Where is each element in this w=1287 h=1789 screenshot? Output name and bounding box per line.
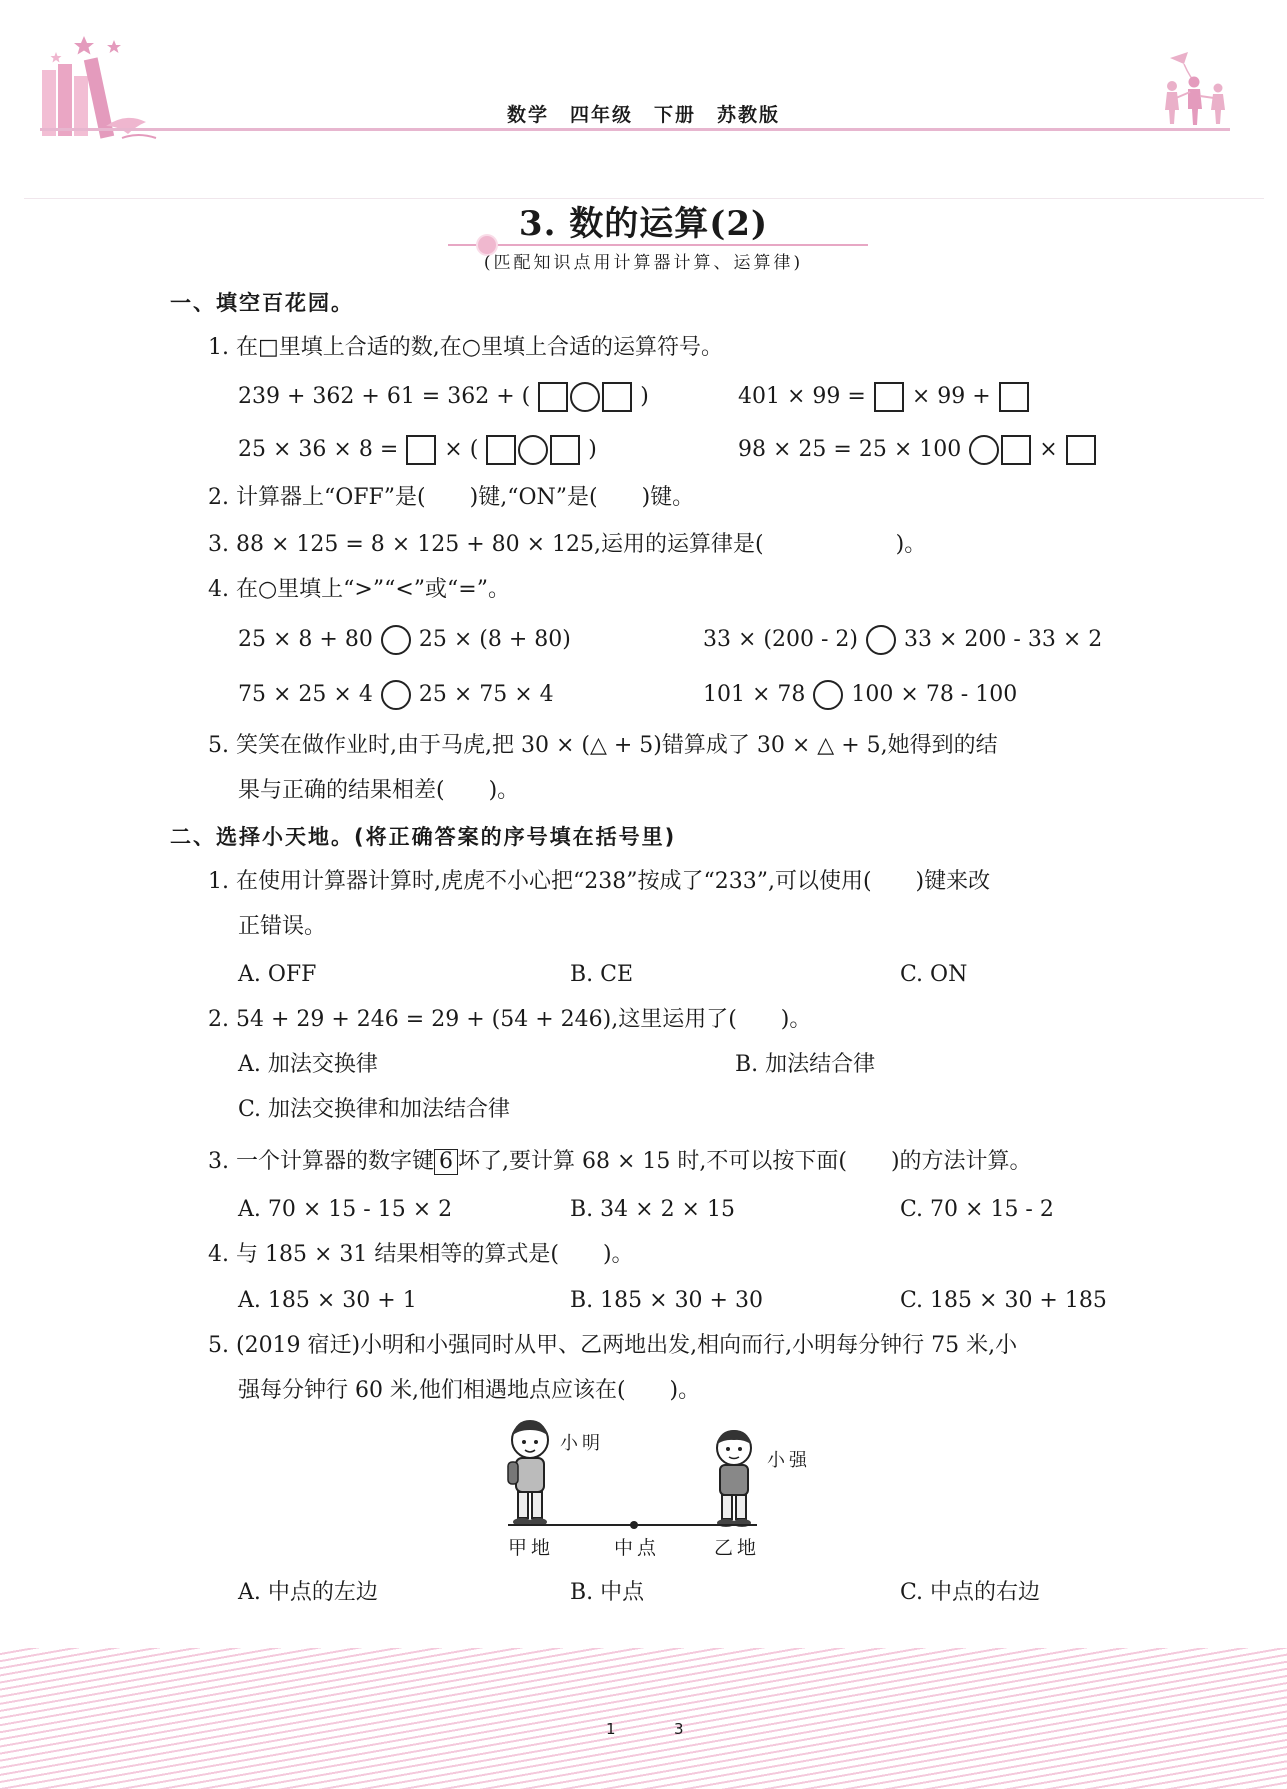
lesson-title: 3. 数的运算(2): [518, 204, 769, 244]
label-xiaoqiang: 小强: [767, 1450, 811, 1471]
part2-heading: 二、选择小天地。(将正确答案的序号填在括号里): [170, 825, 677, 849]
part1-q3: 3. 88 × 125 = 8 × 125 + 80 × 125,运用的运算律是( )。: [208, 532, 927, 557]
option-b[interactable]: B. 加法结合律: [735, 1052, 876, 1077]
part1-heading: 一、填空百花园。: [170, 291, 354, 315]
option-a[interactable]: A. 185 × 30 + 1: [238, 1288, 417, 1313]
part1-q1-expr-a: 239 + 362 + 61 = 362 + ( ): [238, 382, 649, 412]
part2-q4: 4. 与 185 × 31 结果相等的算式是( )。: [208, 1242, 634, 1267]
label-xiaoming: 小明: [560, 1433, 604, 1454]
part1-q5-line1: 5. 笑笑在做作业时,由于马虎,把 30 × (△ + 5)错算成了 30 × △ + 5,她得到的结: [208, 733, 998, 758]
page-number-right: 3: [674, 1720, 684, 1738]
answer-circle[interactable]: [969, 435, 999, 465]
kids-kite-illustration: [1150, 50, 1240, 130]
answer-box[interactable]: [550, 435, 580, 465]
option-b[interactable]: B. 34 × 2 × 15: [570, 1197, 735, 1222]
lesson-subtitle: (匹配知识点用计算器计算、运算律): [483, 253, 804, 273]
answer-box[interactable]: [1066, 435, 1096, 465]
answer-circle[interactable]: [570, 382, 600, 412]
option-c[interactable]: C. 70 × 15 - 2: [900, 1197, 1054, 1222]
part1-q2: 2. 计算器上“OFF”是( )键,“ON”是( )键。: [208, 485, 695, 510]
answer-box[interactable]: [999, 382, 1029, 412]
option-a[interactable]: A. OFF: [238, 962, 317, 987]
option-c[interactable]: C. 加法交换律和加法结合律: [238, 1097, 511, 1122]
compare-circle[interactable]: [381, 680, 411, 710]
books-stars-logo: [36, 30, 166, 150]
option-a[interactable]: A. 加法交换律: [238, 1052, 378, 1077]
option-c[interactable]: C. ON: [900, 962, 968, 987]
option-a[interactable]: A. 中点的左边: [238, 1580, 378, 1605]
page-number-left: 1: [606, 1720, 616, 1738]
answer-box[interactable]: [602, 382, 632, 412]
answer-box[interactable]: [1001, 435, 1031, 465]
option-a[interactable]: A. 70 × 15 - 15 × 2: [238, 1197, 453, 1222]
part1-q4-expr-c: 75 × 25 × 4 25 × 75 × 4: [238, 680, 554, 710]
option-b[interactable]: B. 185 × 30 + 30: [570, 1288, 763, 1313]
label-place-b: 乙地: [714, 1537, 761, 1559]
compare-circle[interactable]: [381, 625, 411, 655]
part1-q5-line2: 果与正确的结果相差( )。: [238, 778, 520, 803]
part1-q1-expr-c: 25 × 36 × 8 = × ( ): [238, 435, 597, 465]
label-midpoint: 中点: [614, 1537, 661, 1559]
answer-circle[interactable]: [518, 435, 548, 465]
compare-circle[interactable]: [866, 625, 896, 655]
answer-box[interactable]: [874, 382, 904, 412]
part1-q1-expr-d: 98 × 25 = 25 × 100 ×: [738, 435, 1097, 465]
option-b[interactable]: B. 中点: [570, 1580, 645, 1605]
option-b[interactable]: B. CE: [570, 962, 634, 987]
part2-q3: 3. 一个计算器的数字键 6 坏了,要计算 68 × 15 时,不可以按下面( )的方法计算。: [208, 1149, 1032, 1174]
part1-q1-prompt: 1. 在□里填上合适的数,在○里填上合适的运算符号。: [208, 335, 723, 360]
part1-q4-expr-d: 101 × 78 100 × 78 - 100: [703, 680, 1017, 710]
title-rule: [448, 244, 868, 246]
part2-q5-line2: 强每分钟行 60 米,他们相遇地点应该在( )。: [238, 1378, 701, 1403]
xiaoming-figure: [500, 1418, 560, 1528]
label-place-a: 甲地: [508, 1537, 555, 1559]
option-c[interactable]: C. 中点的右边: [900, 1580, 1041, 1605]
distance-line: [505, 1518, 760, 1532]
answer-box[interactable]: [486, 435, 516, 465]
digit-key-6: 6: [434, 1149, 458, 1175]
subject-line: 数学 四年级 下册 苏教版: [506, 104, 780, 126]
answer-box[interactable]: [406, 435, 436, 465]
part2-q1-line1: 1. 在使用计算器计算时,虎虎不小心把“238”按成了“233”,可以使用( )键来改: [208, 869, 991, 894]
part2-q5-line1: 5. (2019 宿迁)小明和小强同时从甲、乙两地出发,相向而行,小明每分钟行 75 米,小: [208, 1333, 1018, 1358]
part1-q4-expr-b: 33 × (200 - 2) 33 × 200 - 33 × 2: [703, 625, 1102, 655]
part2-q1-line2: 正错误。: [238, 914, 327, 939]
option-c[interactable]: C. 185 × 30 + 185: [900, 1288, 1107, 1313]
part1-q4-expr-a: 25 × 8 + 80 25 × (8 + 80): [238, 625, 571, 655]
header-rule: [40, 128, 1230, 131]
compare-circle[interactable]: [813, 680, 843, 710]
part1-q1-expr-b: 401 × 99 = × 99 +: [738, 382, 1030, 412]
xiaoqiang-figure: [705, 1428, 763, 1528]
footer-band: [0, 1648, 1287, 1789]
part2-q2: 2. 54 + 29 + 246 = 29 + (54 + 246),这里运用了( )。: [208, 1007, 812, 1032]
answer-box[interactable]: [538, 382, 568, 412]
part1-q4-prompt: 4. 在○里填上“>”“<”或“=”。: [208, 577, 510, 602]
